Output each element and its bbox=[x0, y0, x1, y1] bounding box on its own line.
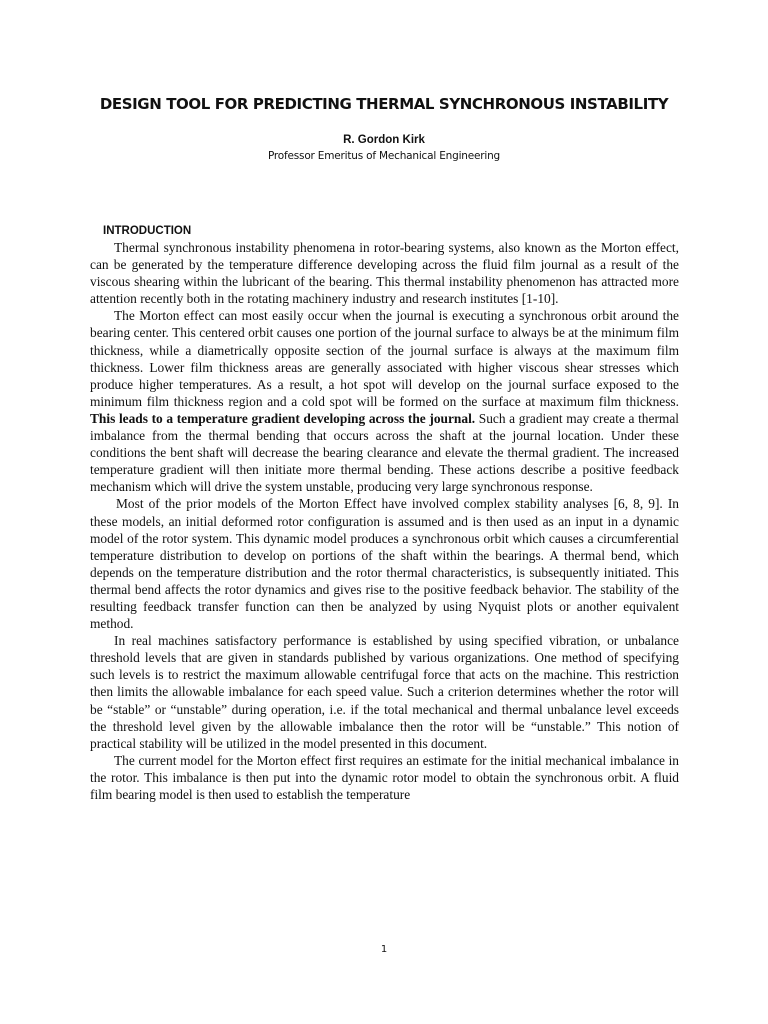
page-number: 1 bbox=[380, 944, 388, 955]
paragraph-2-text-start: The Morton effect can most easily occur when the journal is executing a synchronous orbit around the bearing center. This centered orbit causes one portion of the journal surface to always be at the minimum film thickness, while a diametrically opposite section of the journal surface is always at the maximum film thickness. Lower film thickness areas are generally associated with higher viscous shear stresses which produce higher temperatures. As a result, a hot spot will develop on the journal surface exposed to the minimum film thickness region and a cold spot will be formed on the surface at maximum film thickness. bbox=[90, 308, 679, 409]
introduction-body bbox=[90, 239, 679, 803]
author-name: R. Gordon Kirk bbox=[343, 134, 425, 146]
paragraph-2-text-end: Such a gradient may create a thermal imbalance from the thermal bending that occurs across the shaft at the journal location. Under these conditions the bent shaft will decrease the bearing clearance and elevate the thermal gradient. The increased temperature gradient will then initiate more thermal bending. These actions describe a positive feedback mechanism which will drive the system unstable, producing very large synchronous response. bbox=[90, 410, 679, 495]
paragraph-5: The current model for the Morton effect first requires an estimate for the initial mechanical imbalance in the rotor. This imbalance is then put into the dynamic rotor model to obtain the synchronous orbit. A fluid film bearing model is then used to establish the temperature bbox=[90, 752, 679, 802]
paragraph-2 bbox=[90, 307, 679, 495]
section-heading-introduction: INTRODUCTION bbox=[103, 225, 192, 237]
paragraph-4: In real machines satisfactory performance is established by using specified vibration, or unbalance threshold levels that are given in standards published by various organizations. One method of specifying such levels is to restrict the maximum allowable centrifugal force that acts on the machine. This restriction then limits the allowable imbalance for each speed value. Such a criterion determines whether the rotor will be “stable” or “unstable” during operation, i.e. if the total mechanical and thermal unbalance level exceeds the threshold level given by the allowable imbalance then the rotor will be “unstable.” This notion of practical stability will be utilized in the model presented in this document. bbox=[90, 633, 679, 751]
document-title: DESIGN TOOL FOR PREDICTING THERMAL SYNCHRONOUS INSTABILITY bbox=[99, 95, 669, 113]
author-affiliation: Professor Emeritus of Mechanical Engineering bbox=[267, 150, 501, 162]
paragraph-3: Most of the prior models of the Morton Effect have involved complex stability analyses [6, 8, 9]. In these models, an initial deformed rotor configuration is assumed and is then used as an input in a dynamic model of the rotor system. This dynamic model produces a synchronous orbit which causes a circumferential temperature distribution to develop on portions of the shaft within the bearings. A thermal bend, which depends on the temperature distribution and the rotor thermal characteristics, is subsequently initiated. This thermal bend affects the rotor dynamics and gives rise to the positive feedback behavior. The stability of the resulting feedback transfer function can then be analyzed by using Nyquist plots or another equivalent method. bbox=[90, 496, 679, 632]
paragraph-2-bold-statement: This leads to a temperature gradient developing across the journal. bbox=[90, 410, 476, 426]
paragraph-1: Thermal synchronous instability phenomena in rotor-bearing systems, also known as the Morton effect, can be generated by the temperature difference developing across the fluid film journal as a result of the viscous shearing within the lubricant of the bearing. This thermal instability phenomenon has attracted more attention recently both in the rotating machinery industry and research institutes [1-10]. bbox=[90, 240, 679, 307]
